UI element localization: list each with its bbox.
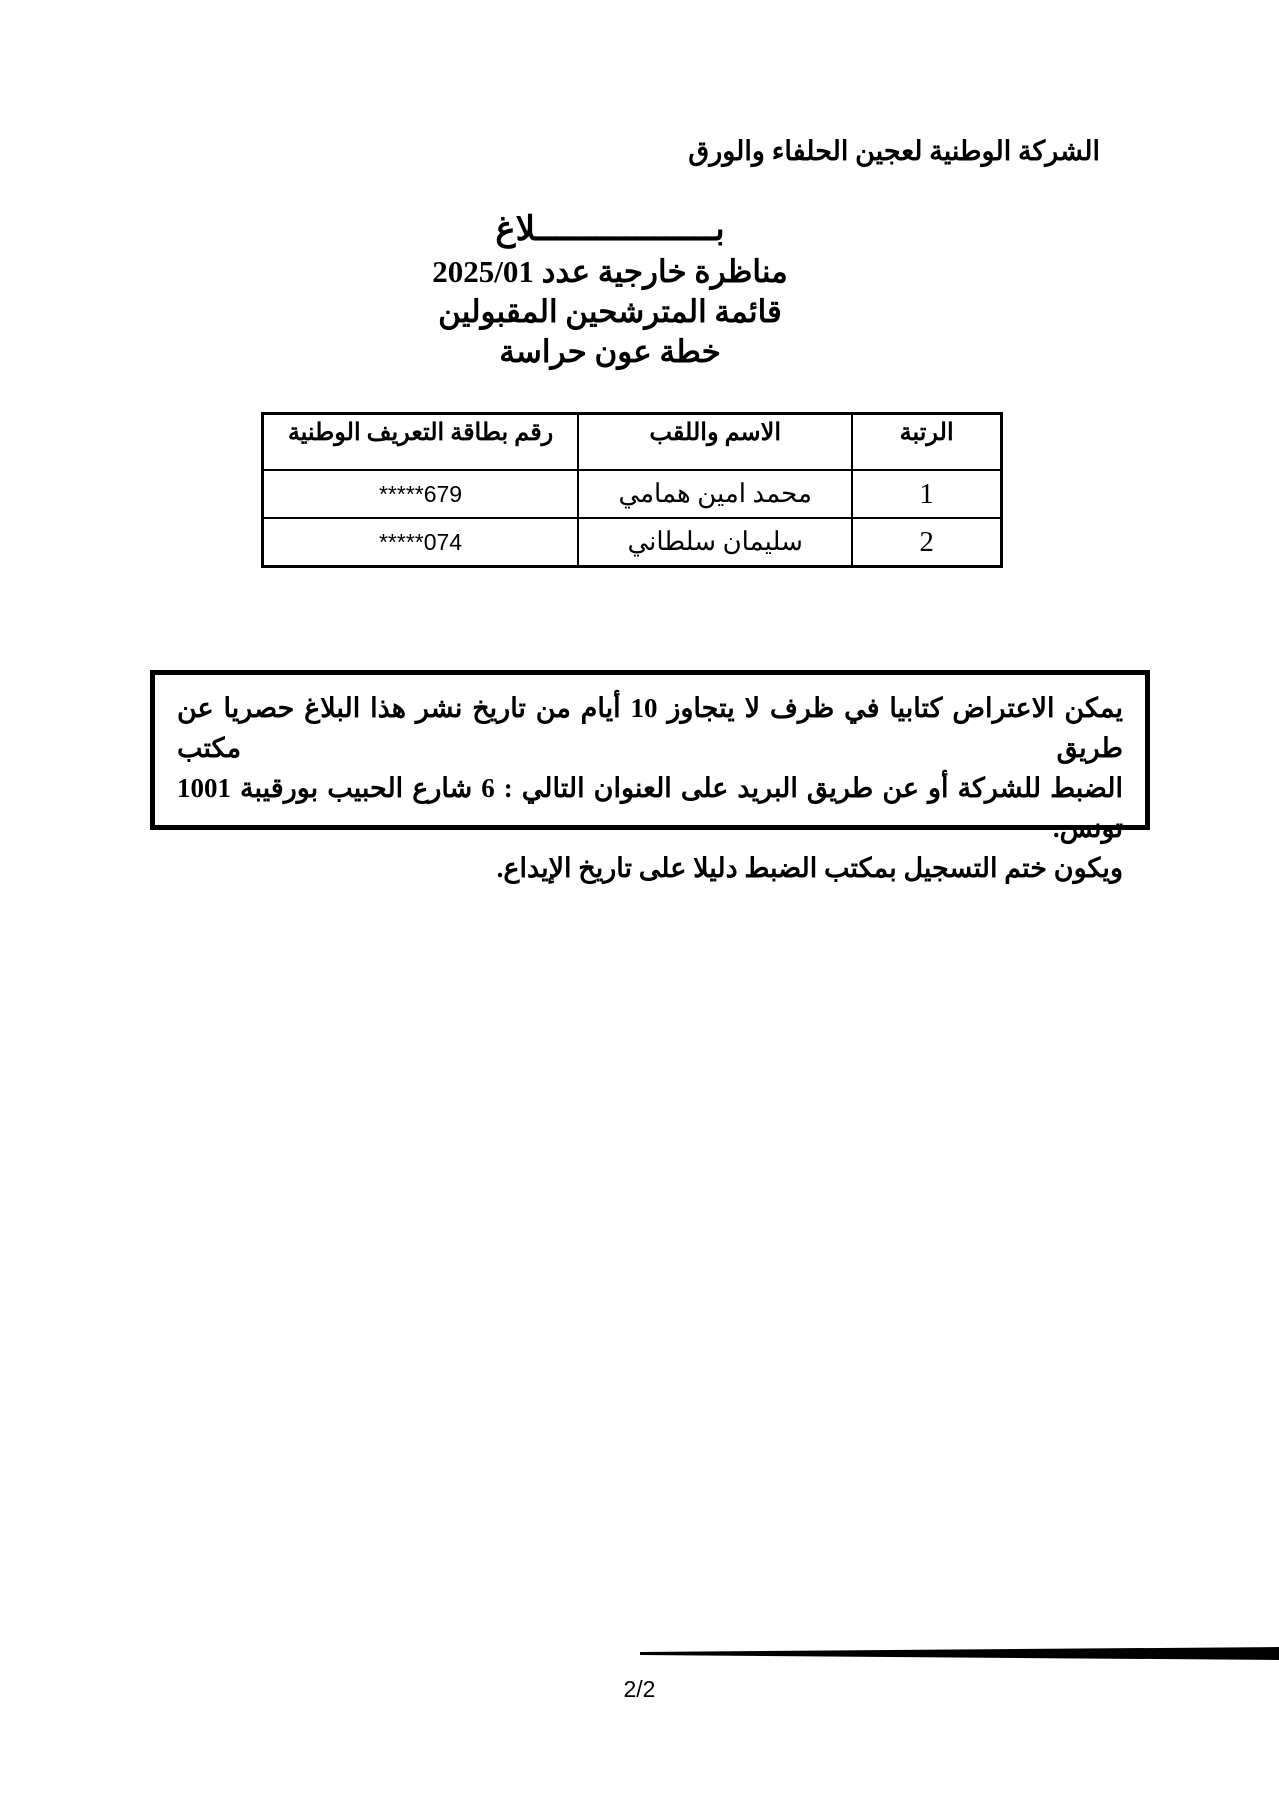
notice-line: ويكون ختم التسجيل بمكتب الضبط دليلا على تاريخ الإيداع.	[496, 853, 1123, 883]
name-cell: سليمان سلطاني	[578, 518, 852, 567]
col-header-rank: الرتبة	[852, 414, 1001, 471]
competition-subtitle: مناظرة خارجية عدد 2025/01	[432, 254, 788, 289]
company-name: الشركة الوطنية لعجين الحلفاء والورق	[688, 136, 1100, 166]
page-number: 2/2	[623, 1676, 656, 1702]
rank-cell: 2	[852, 518, 1001, 567]
bulletin-title: بــــــــــــــــــلاغ	[495, 211, 725, 248]
footer-rule	[640, 1647, 1279, 1660]
id-cell: *****679	[263, 470, 579, 518]
candidates-table	[261, 412, 1003, 568]
position-subtitle: خطة عون حراسة	[499, 334, 721, 369]
notice-line: الضبط للشركة أو عن طريق البريد على العنوان التالي : 6 شارع الحبيب بورقيبة 1001 تونس.	[177, 773, 1123, 843]
accepted-list-subtitle: قائمة المترشحين المقبولين	[438, 294, 782, 329]
notice-line: يمكن الاعتراض كتابيا في ظرف لا يتجاوز 10 أيام من تاريخ نشر هذا البلاغ حصريا عن طريق مكتب	[177, 693, 1123, 763]
objection-notice-box	[150, 670, 1150, 883]
heading-block	[0, 208, 1220, 372]
name-cell: محمد امين همامي	[578, 470, 852, 518]
col-header-id: رقم بطاقة التعريف الوطنية	[263, 414, 579, 471]
rank-cell: 1	[852, 470, 1001, 518]
table-header-row	[263, 414, 1002, 471]
table-row	[263, 518, 1002, 567]
col-header-name: الاسم واللقب	[578, 414, 852, 471]
id-cell: *****074	[263, 518, 579, 567]
table-row	[263, 470, 1002, 518]
